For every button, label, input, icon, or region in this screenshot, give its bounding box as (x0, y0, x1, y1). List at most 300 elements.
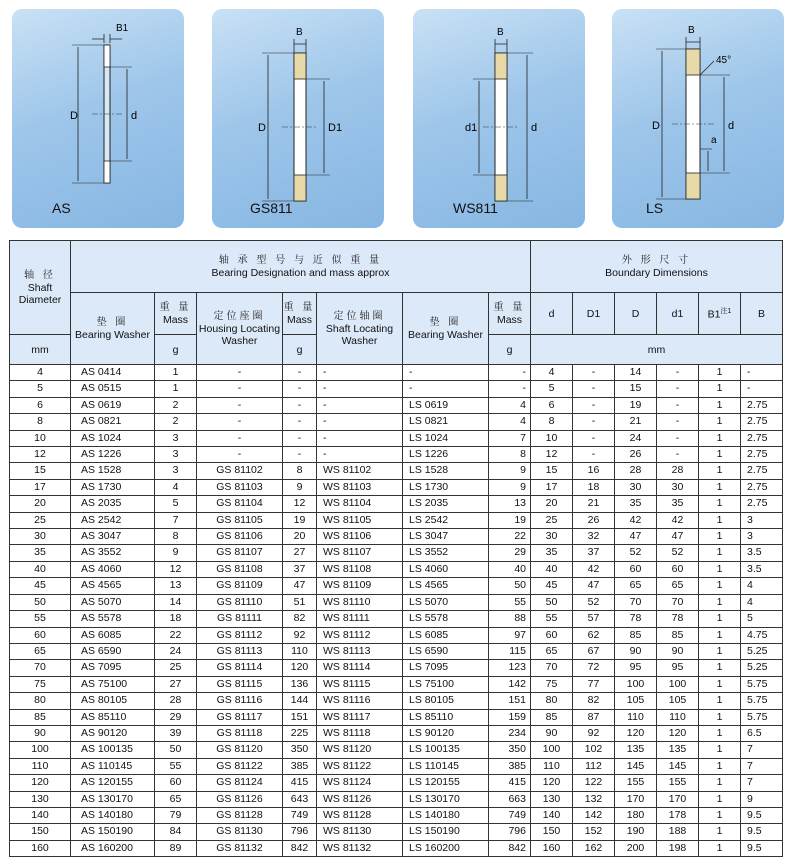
cell-ls-designation: LS 7095 (403, 660, 489, 676)
cell-as-designation: AS 0619 (71, 397, 155, 413)
table-row (10, 660, 783, 676)
cell-dim-D1: 52 (573, 594, 615, 610)
cell-as-designation: AS 0821 (71, 414, 155, 430)
cell-dim-d1: 198 (657, 840, 699, 856)
cell-shaft-d: 17 (10, 479, 71, 495)
cell-gs-mass: 82 (283, 611, 317, 627)
cell-gs-designation: GS 81118 (197, 725, 283, 741)
cell-dim-D1: 57 (573, 611, 615, 627)
cell-ws-designation: WS 81114 (317, 660, 403, 676)
cell-ws-designation: - (317, 365, 403, 381)
header-col-B1: B1$^{注1}$ (699, 293, 741, 335)
cell-dim-B: 2.75 (741, 430, 783, 446)
cell-dim-D: 14 (615, 365, 657, 381)
cell-dim-D1: 21 (573, 496, 615, 512)
cell-dim-B1: 1 (699, 840, 741, 856)
cell-dim-d: 75 (531, 676, 573, 692)
cell-as-mass: 13 (155, 578, 197, 594)
cell-shaft-d: 80 (10, 693, 71, 709)
cell-as-designation: AS 110145 (71, 758, 155, 774)
cell-gs-mass: 136 (283, 676, 317, 692)
cell-gs-mass: - (283, 430, 317, 446)
cell-gs-mass: 9 (283, 479, 317, 495)
cell-ls-designation: LS 160200 (403, 840, 489, 856)
cell-shaft-d: 150 (10, 824, 71, 840)
cell-gs-mass: 47 (283, 578, 317, 594)
cell-shaft-d: 130 (10, 791, 71, 807)
cell-dim-d1: 47 (657, 529, 699, 545)
cell-dim-B: 4 (741, 578, 783, 594)
cell-ls-designation: LS 1528 (403, 463, 489, 479)
table-row (10, 742, 783, 758)
cell-dim-d1: 95 (657, 660, 699, 676)
cell-gs-designation: GS 81120 (197, 742, 283, 758)
cell-gs-designation: GS 81126 (197, 791, 283, 807)
cell-dim-D: 78 (615, 611, 657, 627)
cell-as-mass: 8 (155, 529, 197, 545)
cell-shaft-d: 4 (10, 365, 71, 381)
cell-ws-designation: WS 81103 (317, 479, 403, 495)
header-col-D: D (615, 293, 657, 335)
cell-gs-designation: GS 81108 (197, 561, 283, 577)
cell-gs-designation: GS 81104 (197, 496, 283, 512)
cell-dim-B: 9.5 (741, 824, 783, 840)
cell-gs-mass: 51 (283, 594, 317, 610)
cell-ls-designation: LS 85110 (403, 709, 489, 725)
cell-dim-B1: 1 (699, 676, 741, 692)
cell-ls-mass: 13 (489, 496, 531, 512)
cell-as-mass: 79 (155, 807, 197, 823)
cell-gs-mass: 749 (283, 807, 317, 823)
cell-ls-designation: LS 140180 (403, 807, 489, 823)
cell-shaft-d: 10 (10, 430, 71, 446)
cell-as-designation: AS 90120 (71, 725, 155, 741)
cell-dim-d1: 30 (657, 479, 699, 495)
cell-ws-designation: WS 81128 (317, 807, 403, 823)
cell-gs-mass: 12 (283, 496, 317, 512)
cell-ls-mass: 50 (489, 578, 531, 594)
cell-as-mass: 60 (155, 775, 197, 791)
cell-as-mass: 5 (155, 496, 197, 512)
cell-dim-d: 12 (531, 447, 573, 463)
cell-ls-mass: - (489, 381, 531, 397)
cell-dim-D: 135 (615, 742, 657, 758)
cell-ls-designation: - (403, 381, 489, 397)
cell-dim-B: 5.75 (741, 693, 783, 709)
cell-as-designation: AS 1226 (71, 447, 155, 463)
header-shaft-diameter: 轴 径 Shaft Diameter (10, 241, 71, 335)
cell-dim-D: 19 (615, 397, 657, 413)
diagram-card-ws811 (413, 9, 585, 228)
cell-ls-mass: 159 (489, 709, 531, 725)
cell-dim-D1: - (573, 430, 615, 446)
table-row (10, 627, 783, 643)
cell-gs-mass: 144 (283, 693, 317, 709)
cell-ws-designation: WS 81107 (317, 545, 403, 561)
table-header (10, 241, 783, 365)
cell-shaft-d: 140 (10, 807, 71, 823)
cell-as-mass: 4 (155, 479, 197, 495)
cell-ls-designation: LS 0619 (403, 397, 489, 413)
cell-as-mass: 89 (155, 840, 197, 856)
cell-ls-mass: 749 (489, 807, 531, 823)
cell-ls-mass: 123 (489, 660, 531, 676)
cell-dim-D: 170 (615, 791, 657, 807)
cell-dim-d1: - (657, 414, 699, 430)
cell-dim-B1: 1 (699, 709, 741, 725)
cell-dim-D: 15 (615, 381, 657, 397)
cell-dim-B: 5.25 (741, 660, 783, 676)
cell-gs-mass: 842 (283, 840, 317, 856)
cell-dim-d: 5 (531, 381, 573, 397)
cell-ls-mass: 151 (489, 693, 531, 709)
cell-ls-designation: LS 75100 (403, 676, 489, 692)
cell-dim-B1: 1 (699, 643, 741, 659)
cell-dim-B1: 1 (699, 758, 741, 774)
cell-shaft-d: 5 (10, 381, 71, 397)
header-col-d1: d1 (657, 293, 699, 335)
cell-dim-B: 5 (741, 611, 783, 627)
cell-as-designation: AS 2542 (71, 512, 155, 528)
ws811-dim-b: B (497, 27, 504, 38)
cell-as-mass: 84 (155, 824, 197, 840)
cell-shaft-d: 120 (10, 775, 71, 791)
cell-dim-d: 160 (531, 840, 573, 856)
cell-dim-B1: 1 (699, 496, 741, 512)
cell-gs-mass: 643 (283, 791, 317, 807)
table-row (10, 512, 783, 528)
header-housing-washer: 定位座圈 Housing Locating Washer (197, 293, 283, 365)
cell-ls-designation: LS 100135 (403, 742, 489, 758)
gs811-dim-D: D (258, 122, 266, 134)
cell-dim-B1: 1 (699, 447, 741, 463)
cell-ws-designation: WS 81118 (317, 725, 403, 741)
cell-ls-mass: 8 (489, 447, 531, 463)
cell-dim-d: 15 (531, 463, 573, 479)
cell-dim-B1: 1 (699, 529, 741, 545)
table-row (10, 561, 783, 577)
cell-dim-B: 5.25 (741, 643, 783, 659)
cell-shaft-d: 50 (10, 594, 71, 610)
table-row (10, 365, 783, 381)
cell-dim-B: 7 (741, 742, 783, 758)
table-row (10, 414, 783, 430)
cell-dim-D1: 42 (573, 561, 615, 577)
cell-dim-D: 200 (615, 840, 657, 856)
table-row (10, 381, 783, 397)
header-mass-1: 重 量 Mass (155, 293, 197, 335)
cell-dim-D: 47 (615, 529, 657, 545)
cell-as-designation: AS 6085 (71, 627, 155, 643)
cell-gs-mass: - (283, 397, 317, 413)
cell-ws-designation: WS 81120 (317, 742, 403, 758)
ls-dim-b: B (688, 25, 695, 36)
cell-dim-D1: 32 (573, 529, 615, 545)
cell-dim-B1: 1 (699, 479, 741, 495)
cell-dim-B: 2.75 (741, 496, 783, 512)
cell-shaft-d: 70 (10, 660, 71, 676)
cell-dim-B1: 1 (699, 545, 741, 561)
cell-ls-mass: 4 (489, 397, 531, 413)
header-unit-mm: mm (10, 335, 71, 365)
cell-as-mass: 50 (155, 742, 197, 758)
cell-ls-designation: LS 2035 (403, 496, 489, 512)
cell-gs-mass: 415 (283, 775, 317, 791)
cell-ws-designation: WS 81113 (317, 643, 403, 659)
cell-dim-B1: 1 (699, 775, 741, 791)
cell-dim-d: 10 (531, 430, 573, 446)
cell-dim-d: 8 (531, 414, 573, 430)
cell-dim-B: 2.75 (741, 447, 783, 463)
table-row (10, 397, 783, 413)
cell-gs-designation: GS 81117 (197, 709, 283, 725)
cell-gs-designation: GS 81130 (197, 824, 283, 840)
cell-dim-B1: 1 (699, 611, 741, 627)
cell-as-designation: AS 100135 (71, 742, 155, 758)
ls-dim-45: 45° (716, 55, 732, 66)
header-ls-washer: 垫 圈 Bearing Washer (403, 293, 489, 365)
cell-as-designation: AS 5578 (71, 611, 155, 627)
cell-ls-mass: 88 (489, 611, 531, 627)
cell-ws-designation: WS 81132 (317, 840, 403, 856)
cell-ws-designation: WS 81122 (317, 758, 403, 774)
cell-dim-B: 3 (741, 529, 783, 545)
cell-ls-designation: LS 110145 (403, 758, 489, 774)
cell-shaft-d: 40 (10, 561, 71, 577)
cell-as-mass: 18 (155, 611, 197, 627)
cell-ls-designation: LS 4060 (403, 561, 489, 577)
cell-dim-D: 110 (615, 709, 657, 725)
cell-shaft-d: 45 (10, 578, 71, 594)
cell-as-mass: 39 (155, 725, 197, 741)
cell-shaft-d: 25 (10, 512, 71, 528)
cell-as-mass: 25 (155, 660, 197, 676)
cell-ls-designation: LS 150190 (403, 824, 489, 840)
cell-as-designation: AS 85110 (71, 709, 155, 725)
cell-ls-designation: LS 2542 (403, 512, 489, 528)
cell-gs-designation: - (197, 447, 283, 463)
cell-ls-designation: LS 1226 (403, 447, 489, 463)
cell-dim-D: 35 (615, 496, 657, 512)
cell-dim-d1: 155 (657, 775, 699, 791)
cell-gs-mass: 796 (283, 824, 317, 840)
cell-as-designation: AS 3047 (71, 529, 155, 545)
cell-dim-B: 4.75 (741, 627, 783, 643)
cell-shaft-d: 85 (10, 709, 71, 725)
cell-ls-designation: LS 0821 (403, 414, 489, 430)
cell-dim-d: 4 (531, 365, 573, 381)
cell-gs-designation: GS 81111 (197, 611, 283, 627)
cell-dim-d: 35 (531, 545, 573, 561)
cell-dim-d1: 135 (657, 742, 699, 758)
cell-gs-mass: 27 (283, 545, 317, 561)
cell-dim-d: 85 (531, 709, 573, 725)
cell-gs-designation: - (197, 430, 283, 446)
cell-dim-D: 190 (615, 824, 657, 840)
cell-dim-B1: 1 (699, 578, 741, 594)
cell-dim-d: 40 (531, 561, 573, 577)
as-dim-D: D (70, 110, 78, 122)
cell-ws-designation: - (317, 381, 403, 397)
cell-dim-d1: 52 (657, 545, 699, 561)
cell-ls-mass: 663 (489, 791, 531, 807)
table-row (10, 463, 783, 479)
cell-shaft-d: 55 (10, 611, 71, 627)
cell-ls-mass: - (489, 365, 531, 381)
cell-shaft-d: 65 (10, 643, 71, 659)
cell-dim-B: 3.5 (741, 561, 783, 577)
cell-dim-D: 95 (615, 660, 657, 676)
cell-gs-designation: GS 81105 (197, 512, 283, 528)
cell-gs-designation: GS 81106 (197, 529, 283, 545)
cell-as-mass: 2 (155, 414, 197, 430)
diagram-label-ws811: WS811 (453, 200, 498, 216)
cell-dim-d1: 170 (657, 791, 699, 807)
header-boundary: 外 形 尺 寸 Boundary Dimensions (531, 241, 783, 293)
cell-dim-D: 120 (615, 725, 657, 741)
cell-dim-B1: 1 (699, 693, 741, 709)
cell-gs-mass: 225 (283, 725, 317, 741)
table-row (10, 479, 783, 495)
cell-dim-d1: 70 (657, 594, 699, 610)
cell-dim-d: 120 (531, 775, 573, 791)
cell-dim-B1: 1 (699, 725, 741, 741)
cell-dim-B1: 1 (699, 414, 741, 430)
ws811-dim-d1: d1 (465, 122, 478, 134)
header-col-B: B (741, 293, 783, 335)
table-row (10, 643, 783, 659)
header-bearing-washer: 垫 圈 Bearing Washer (71, 293, 155, 365)
cell-ws-designation: WS 81111 (317, 611, 403, 627)
cell-gs-designation: GS 81116 (197, 693, 283, 709)
cell-dim-d: 150 (531, 824, 573, 840)
cell-dim-d1: - (657, 430, 699, 446)
cell-dim-D1: 82 (573, 693, 615, 709)
cell-dim-B1: 1 (699, 742, 741, 758)
cell-dim-D1: 142 (573, 807, 615, 823)
cell-as-mass: 22 (155, 627, 197, 643)
cell-dim-B1: 1 (699, 397, 741, 413)
cell-ls-mass: 796 (489, 824, 531, 840)
cell-shaft-d: 15 (10, 463, 71, 479)
cell-shaft-d: 35 (10, 545, 71, 561)
cell-gs-mass: 8 (283, 463, 317, 479)
cell-gs-mass: 385 (283, 758, 317, 774)
cell-dim-D: 70 (615, 594, 657, 610)
ls-dim-D: D (652, 120, 660, 132)
diagram-card-ls (612, 9, 784, 228)
cell-gs-mass: 110 (283, 643, 317, 659)
cell-dim-B: - (741, 365, 783, 381)
cell-ws-designation: WS 81116 (317, 693, 403, 709)
cell-as-mass: 2 (155, 397, 197, 413)
cell-gs-mass: - (283, 447, 317, 463)
gs811-dim-D1: D1 (328, 122, 343, 134)
cell-gs-mass: 120 (283, 660, 317, 676)
cell-as-designation: AS 80105 (71, 693, 155, 709)
cell-as-mass: 28 (155, 693, 197, 709)
header-unit-g-1: g (155, 335, 197, 365)
cell-dim-D1: 62 (573, 627, 615, 643)
cell-as-designation: AS 3552 (71, 545, 155, 561)
cell-ls-mass: 55 (489, 594, 531, 610)
cell-gs-designation: GS 81109 (197, 578, 283, 594)
cell-gs-designation: GS 81112 (197, 627, 283, 643)
cell-gs-designation: GS 81113 (197, 643, 283, 659)
cell-dim-D1: 122 (573, 775, 615, 791)
cell-gs-mass: 20 (283, 529, 317, 545)
cell-dim-D: 30 (615, 479, 657, 495)
cell-dim-d: 55 (531, 611, 573, 627)
cell-as-mass: 24 (155, 643, 197, 659)
cell-ls-designation: LS 3047 (403, 529, 489, 545)
cell-gs-designation: - (197, 365, 283, 381)
cell-gs-mass: 19 (283, 512, 317, 528)
cell-as-designation: AS 1528 (71, 463, 155, 479)
ls-washer-drawing (612, 9, 784, 228)
cell-ws-designation: WS 81109 (317, 578, 403, 594)
cell-ws-designation: WS 81115 (317, 676, 403, 692)
cell-ls-mass: 97 (489, 627, 531, 643)
cell-dim-d: 65 (531, 643, 573, 659)
cell-ls-designation: LS 130170 (403, 791, 489, 807)
gs811-dim-b: B (296, 27, 303, 38)
cell-ws-designation: - (317, 430, 403, 446)
cell-ls-mass: 4 (489, 414, 531, 430)
cell-dim-d: 17 (531, 479, 573, 495)
cell-dim-B: 2.75 (741, 463, 783, 479)
cell-dim-B: 2.75 (741, 397, 783, 413)
cell-ls-designation: LS 1024 (403, 430, 489, 446)
cell-dim-B: 5.75 (741, 709, 783, 725)
cell-dim-D: 21 (615, 414, 657, 430)
header-unit-mm-dims: mm (531, 335, 783, 365)
cell-ls-mass: 9 (489, 463, 531, 479)
cell-ls-designation: LS 6590 (403, 643, 489, 659)
cell-shaft-d: 12 (10, 447, 71, 463)
cell-ls-designation: LS 90120 (403, 725, 489, 741)
cell-as-mass: 27 (155, 676, 197, 692)
as-dim-d: d (131, 110, 138, 122)
cell-shaft-d: 90 (10, 725, 71, 741)
cell-dim-B: 7 (741, 758, 783, 774)
cell-as-mass: 7 (155, 512, 197, 528)
cell-ws-designation: WS 81112 (317, 627, 403, 643)
cell-ws-designation: WS 81126 (317, 791, 403, 807)
cell-as-mass: 29 (155, 709, 197, 725)
cell-dim-D1: 18 (573, 479, 615, 495)
cell-dim-d1: 110 (657, 709, 699, 725)
cell-ls-mass: 29 (489, 545, 531, 561)
cell-dim-B1: 1 (699, 627, 741, 643)
cell-dim-D1: - (573, 365, 615, 381)
cell-as-designation: AS 1730 (71, 479, 155, 495)
cell-dim-d1: - (657, 447, 699, 463)
ws811-washer-drawing (413, 9, 585, 228)
cell-dim-B1: 1 (699, 512, 741, 528)
cell-dim-d: 140 (531, 807, 573, 823)
cell-ws-designation: WS 81102 (317, 463, 403, 479)
cell-dim-d1: 42 (657, 512, 699, 528)
cell-dim-D: 26 (615, 447, 657, 463)
cell-as-designation: AS 0515 (71, 381, 155, 397)
cell-ls-mass: 842 (489, 840, 531, 856)
cell-dim-d1: 35 (657, 496, 699, 512)
cell-dim-d: 50 (531, 594, 573, 610)
cell-dim-B1: 1 (699, 807, 741, 823)
diagram-label-ls: LS (646, 200, 664, 216)
cell-gs-mass: 92 (283, 627, 317, 643)
